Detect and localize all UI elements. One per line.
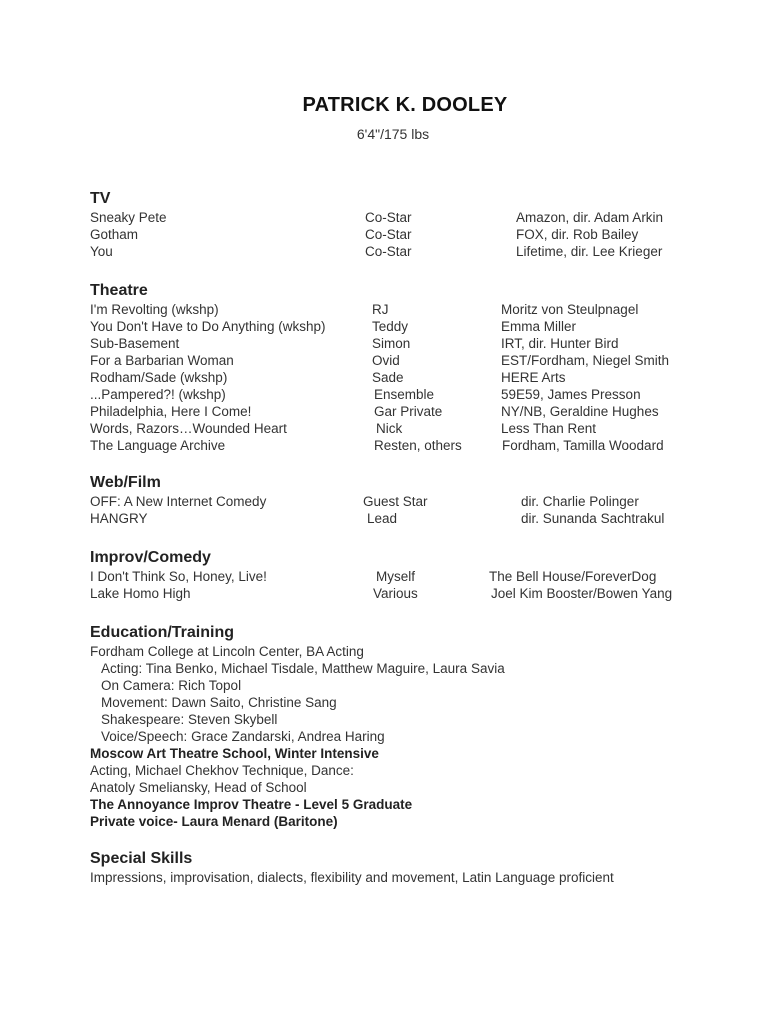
credit-row	[90, 318, 730, 335]
credit-company: dir. Sunanda Sachtrakul	[521, 511, 665, 526]
credit-row	[90, 585, 730, 602]
training-line: Movement: Dawn Saito, Christine Sang	[101, 695, 337, 710]
section-heading-theatre: Theatre	[90, 282, 148, 299]
credit-title: Sneaky Pete	[90, 210, 167, 225]
credit-title: ...Pampered?! (wkshp)	[90, 387, 226, 402]
training-line: Acting: Tina Benko, Michael Tisdale, Matthew Maguire, Laura Savia	[101, 661, 505, 676]
credit-row	[90, 420, 730, 437]
credit-row	[90, 510, 730, 527]
credit-title: Rodham/Sade (wkshp)	[90, 370, 228, 385]
credit-title: Words, Razors…Wounded Heart	[90, 421, 287, 436]
credit-title: I'm Revolting (wkshp)	[90, 302, 219, 317]
credit-row	[90, 369, 730, 386]
credit-row	[90, 209, 730, 226]
credit-company: FOX, dir. Rob Bailey	[516, 227, 639, 242]
skills-text: Impressions, improvisation, dialects, flexibility and movement, Latin Language proficient	[90, 870, 614, 885]
credit-row	[90, 243, 730, 260]
height-weight: 6'4"/175 lbs	[356, 126, 430, 142]
skills-section	[90, 849, 730, 886]
credit-role: Ensemble	[374, 387, 435, 402]
credit-role: Ovid	[372, 353, 400, 368]
tv-section	[90, 189, 730, 260]
credit-title: The Language Archive	[90, 438, 226, 453]
credit-company: Less Than Rent	[501, 421, 597, 436]
credit-row	[90, 437, 730, 454]
education-section	[90, 623, 730, 830]
credit-role: Co-Star	[365, 227, 412, 242]
credit-title: HANGRY	[90, 511, 148, 526]
credit-company: NY/NB, Geraldine Hughes	[501, 404, 659, 419]
credit-role: Simon	[372, 336, 411, 351]
credit-company: Fordham, Tamilla Woodard	[502, 438, 664, 453]
credit-role: Teddy	[372, 319, 409, 334]
credit-role: RJ	[372, 302, 389, 317]
education-school: Fordham College at Lincoln Center, BA Acting	[90, 644, 364, 659]
credit-role: Nick	[376, 421, 403, 436]
credit-row	[90, 568, 730, 585]
credit-role: Resten, others	[374, 438, 462, 453]
credit-title: You	[90, 244, 113, 259]
credit-role: Myself	[376, 569, 416, 584]
training-line: Shakespeare: Steven Skybell	[101, 712, 278, 727]
credit-company: 59E59, James Presson	[501, 387, 641, 402]
credit-company: dir. Charlie Polinger	[521, 494, 639, 509]
section-heading-tv: TV	[90, 190, 111, 207]
section-heading-improv: Improv/Comedy	[90, 549, 211, 566]
credit-role: Co-Star	[365, 210, 412, 225]
section-heading-education: Education/Training	[90, 624, 235, 641]
credit-role: Gar Private	[374, 404, 443, 419]
theatre-section	[90, 281, 730, 454]
credit-role: Co-Star	[365, 244, 412, 259]
credit-title: Sub-Basement	[90, 336, 180, 351]
training-line: Anatoly Smeliansky, Head of School	[90, 780, 307, 795]
credit-company: Amazon, dir. Adam Arkin	[516, 210, 664, 225]
credit-row	[90, 386, 730, 403]
credit-title: Lake Homo High	[90, 586, 191, 601]
resume-name: PATRICK K. DOOLEY	[302, 94, 508, 116]
education-school: The Annoyance Improv Theatre - Level 5 Graduate	[90, 797, 413, 812]
credit-company: The Bell House/ForeverDog	[489, 569, 657, 584]
credit-row	[90, 301, 730, 318]
credit-title: I Don't Think So, Honey, Live!	[90, 569, 267, 584]
training-line: Acting, Michael Chekhov Technique, Dance:	[90, 763, 354, 778]
credit-title: OFF: A New Internet Comedy	[90, 494, 267, 509]
credit-row	[90, 335, 730, 352]
credit-title: You Don't Have to Do Anything (wkshp)	[90, 319, 326, 334]
credit-row	[90, 352, 730, 369]
credit-company: Moritz von Steulpnagel	[501, 302, 639, 317]
section-heading-skills: Special Skills	[90, 850, 193, 867]
credit-company: Lifetime, dir. Lee Krieger	[516, 244, 663, 259]
webfilm-section	[90, 473, 730, 527]
credit-role: Guest Star	[363, 494, 428, 509]
section-heading-webfilm: Web/Film	[90, 474, 161, 491]
training-line: Private voice- Laura Menard (Baritone)	[90, 814, 338, 829]
credit-row	[90, 403, 730, 420]
improv-section	[90, 548, 730, 602]
credit-role: Various	[373, 586, 418, 601]
credit-company: Emma Miller	[501, 319, 577, 334]
credit-row	[90, 226, 730, 243]
credit-row	[90, 493, 730, 510]
credit-title: Philadelphia, Here I Come!	[90, 404, 252, 419]
education-school: Moscow Art Theatre School, Winter Intensive	[90, 746, 379, 761]
credit-company: EST/Fordham, Niegel Smith	[501, 353, 670, 368]
credit-title: Gotham	[90, 227, 139, 242]
credit-company: HERE Arts	[501, 370, 566, 385]
credit-role: Lead	[367, 511, 398, 526]
training-line: On Camera: Rich Topol	[101, 678, 242, 693]
credit-company: Joel Kim Booster/Bowen Yang	[491, 586, 673, 601]
credit-company: IRT, dir. Hunter Bird	[501, 336, 619, 351]
credit-title: For a Barbarian Woman	[90, 353, 234, 368]
credit-role: Sade	[372, 370, 404, 385]
training-line: Voice/Speech: Grace Zandarski, Andrea Haring	[101, 729, 385, 744]
